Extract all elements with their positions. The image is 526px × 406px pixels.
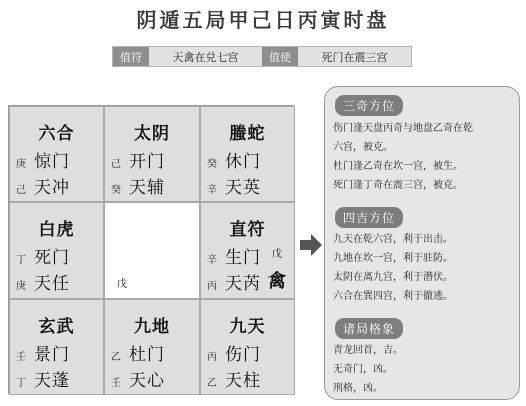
palace-stem: 癸 — [207, 159, 217, 170]
section-line: 九地在坎一宫，利于驻防。 — [333, 253, 453, 264]
palace-star: 天心 — [129, 371, 165, 391]
palace-star: 天冲 — [34, 178, 70, 198]
palace-god: 九天 — [229, 317, 266, 337]
section-line: 六宫，被克。 — [333, 142, 393, 153]
palace-door: 死门 — [34, 248, 70, 268]
palace-cell — [200, 106, 295, 202]
section-line: 青龙回首，吉。 — [333, 345, 403, 356]
zhifu-value: 天禽在兑七宫 — [149, 47, 262, 66]
zhishi-value: 死门在震三宫 — [298, 47, 411, 66]
zhishi-label: 值使 — [262, 47, 298, 66]
section-heading: 四吉方位 — [335, 207, 403, 228]
section-line: 刑格，凶。 — [333, 383, 383, 394]
palace-god: 玄武 — [38, 317, 75, 337]
section-body — [333, 341, 403, 398]
side-stem: 戊 — [272, 249, 282, 260]
palace-star: 天芮 — [225, 274, 261, 294]
palace-god: 螣蛇 — [229, 124, 266, 144]
palace-stem: 丁 — [16, 255, 26, 266]
palace-star: 天任 — [34, 274, 70, 294]
palace-cell — [104, 299, 200, 395]
palace-stem: 辛 — [207, 185, 217, 196]
palace-door: 景门 — [34, 345, 70, 365]
section-line: 无奇门，凶。 — [333, 364, 393, 375]
palace-door: 杜门 — [129, 345, 165, 365]
palace-star: 天柱 — [225, 371, 261, 391]
palace-door: 生门 — [225, 248, 261, 268]
palace-stem: 辛 — [207, 255, 217, 266]
analysis-panel — [324, 86, 520, 400]
palace-stem: 壬 — [16, 352, 26, 363]
palace-cell — [9, 202, 104, 299]
palace-door: 伤门 — [225, 345, 261, 365]
palace-stem: 庚 — [16, 159, 26, 170]
center-stem: 戊 — [117, 279, 127, 290]
palace-stem: 丙 — [207, 352, 217, 363]
section-line: 伤门逢天盘丙奇与地盘乙奇在乾 — [333, 123, 473, 134]
palace-stem: 壬 — [111, 378, 121, 389]
palace-cell — [200, 202, 295, 299]
palace-cell — [200, 299, 295, 395]
palace-stem: 丁 — [16, 378, 26, 389]
section-body — [333, 230, 453, 306]
palace-cell — [104, 106, 200, 202]
side-star: 禽 — [268, 271, 286, 292]
palace-cell — [9, 299, 104, 395]
section-body — [333, 119, 473, 195]
palace-stem: 癸 — [111, 185, 121, 196]
palace-stem: 乙 — [111, 352, 121, 363]
section-heading: 诸局格象 — [335, 318, 403, 339]
section-line: 杜门逢乙奇在坎一宫，被生。 — [333, 161, 463, 172]
palace-stem: 乙 — [207, 378, 217, 389]
palace-stem: 己 — [111, 159, 121, 170]
palace-door: 惊门 — [34, 152, 70, 172]
section-heading: 三奇方位 — [335, 95, 403, 116]
palace-god: 九地 — [134, 317, 170, 337]
palace-grid — [8, 105, 294, 394]
palace-god: 六合 — [38, 124, 75, 144]
palace-stem: 丙 — [207, 281, 217, 292]
center-palace — [104, 202, 200, 299]
palace-door: 开门 — [129, 152, 165, 172]
palace-god: 直符 — [229, 220, 266, 240]
palace-star: 天英 — [225, 178, 261, 198]
arrow-right-icon — [300, 234, 322, 256]
zhifu-label: 值符 — [113, 47, 149, 66]
section-line: 死门逢丁奇在震三宫，被克。 — [333, 180, 463, 191]
palace-cell — [9, 106, 104, 202]
section-line: 太阴在离九宫，利于潜伏。 — [333, 272, 453, 283]
palace-star: 天辅 — [129, 178, 165, 198]
palace-door: 休门 — [225, 152, 261, 172]
palace-stem: 庚 — [16, 281, 26, 292]
palace-god: 白虎 — [38, 220, 75, 240]
palace-star: 天蓬 — [34, 371, 70, 391]
section-line: 六合在巽四宫，利于撤逃。 — [333, 291, 453, 302]
section-line: 九天在乾六宫，利于出击。 — [333, 234, 453, 245]
page-title: 阴遁五局甲己日丙寅时盘 — [136, 8, 390, 32]
palace-god: 太阴 — [134, 124, 170, 144]
palace-stem: 己 — [16, 185, 26, 196]
info-bar — [112, 46, 412, 67]
